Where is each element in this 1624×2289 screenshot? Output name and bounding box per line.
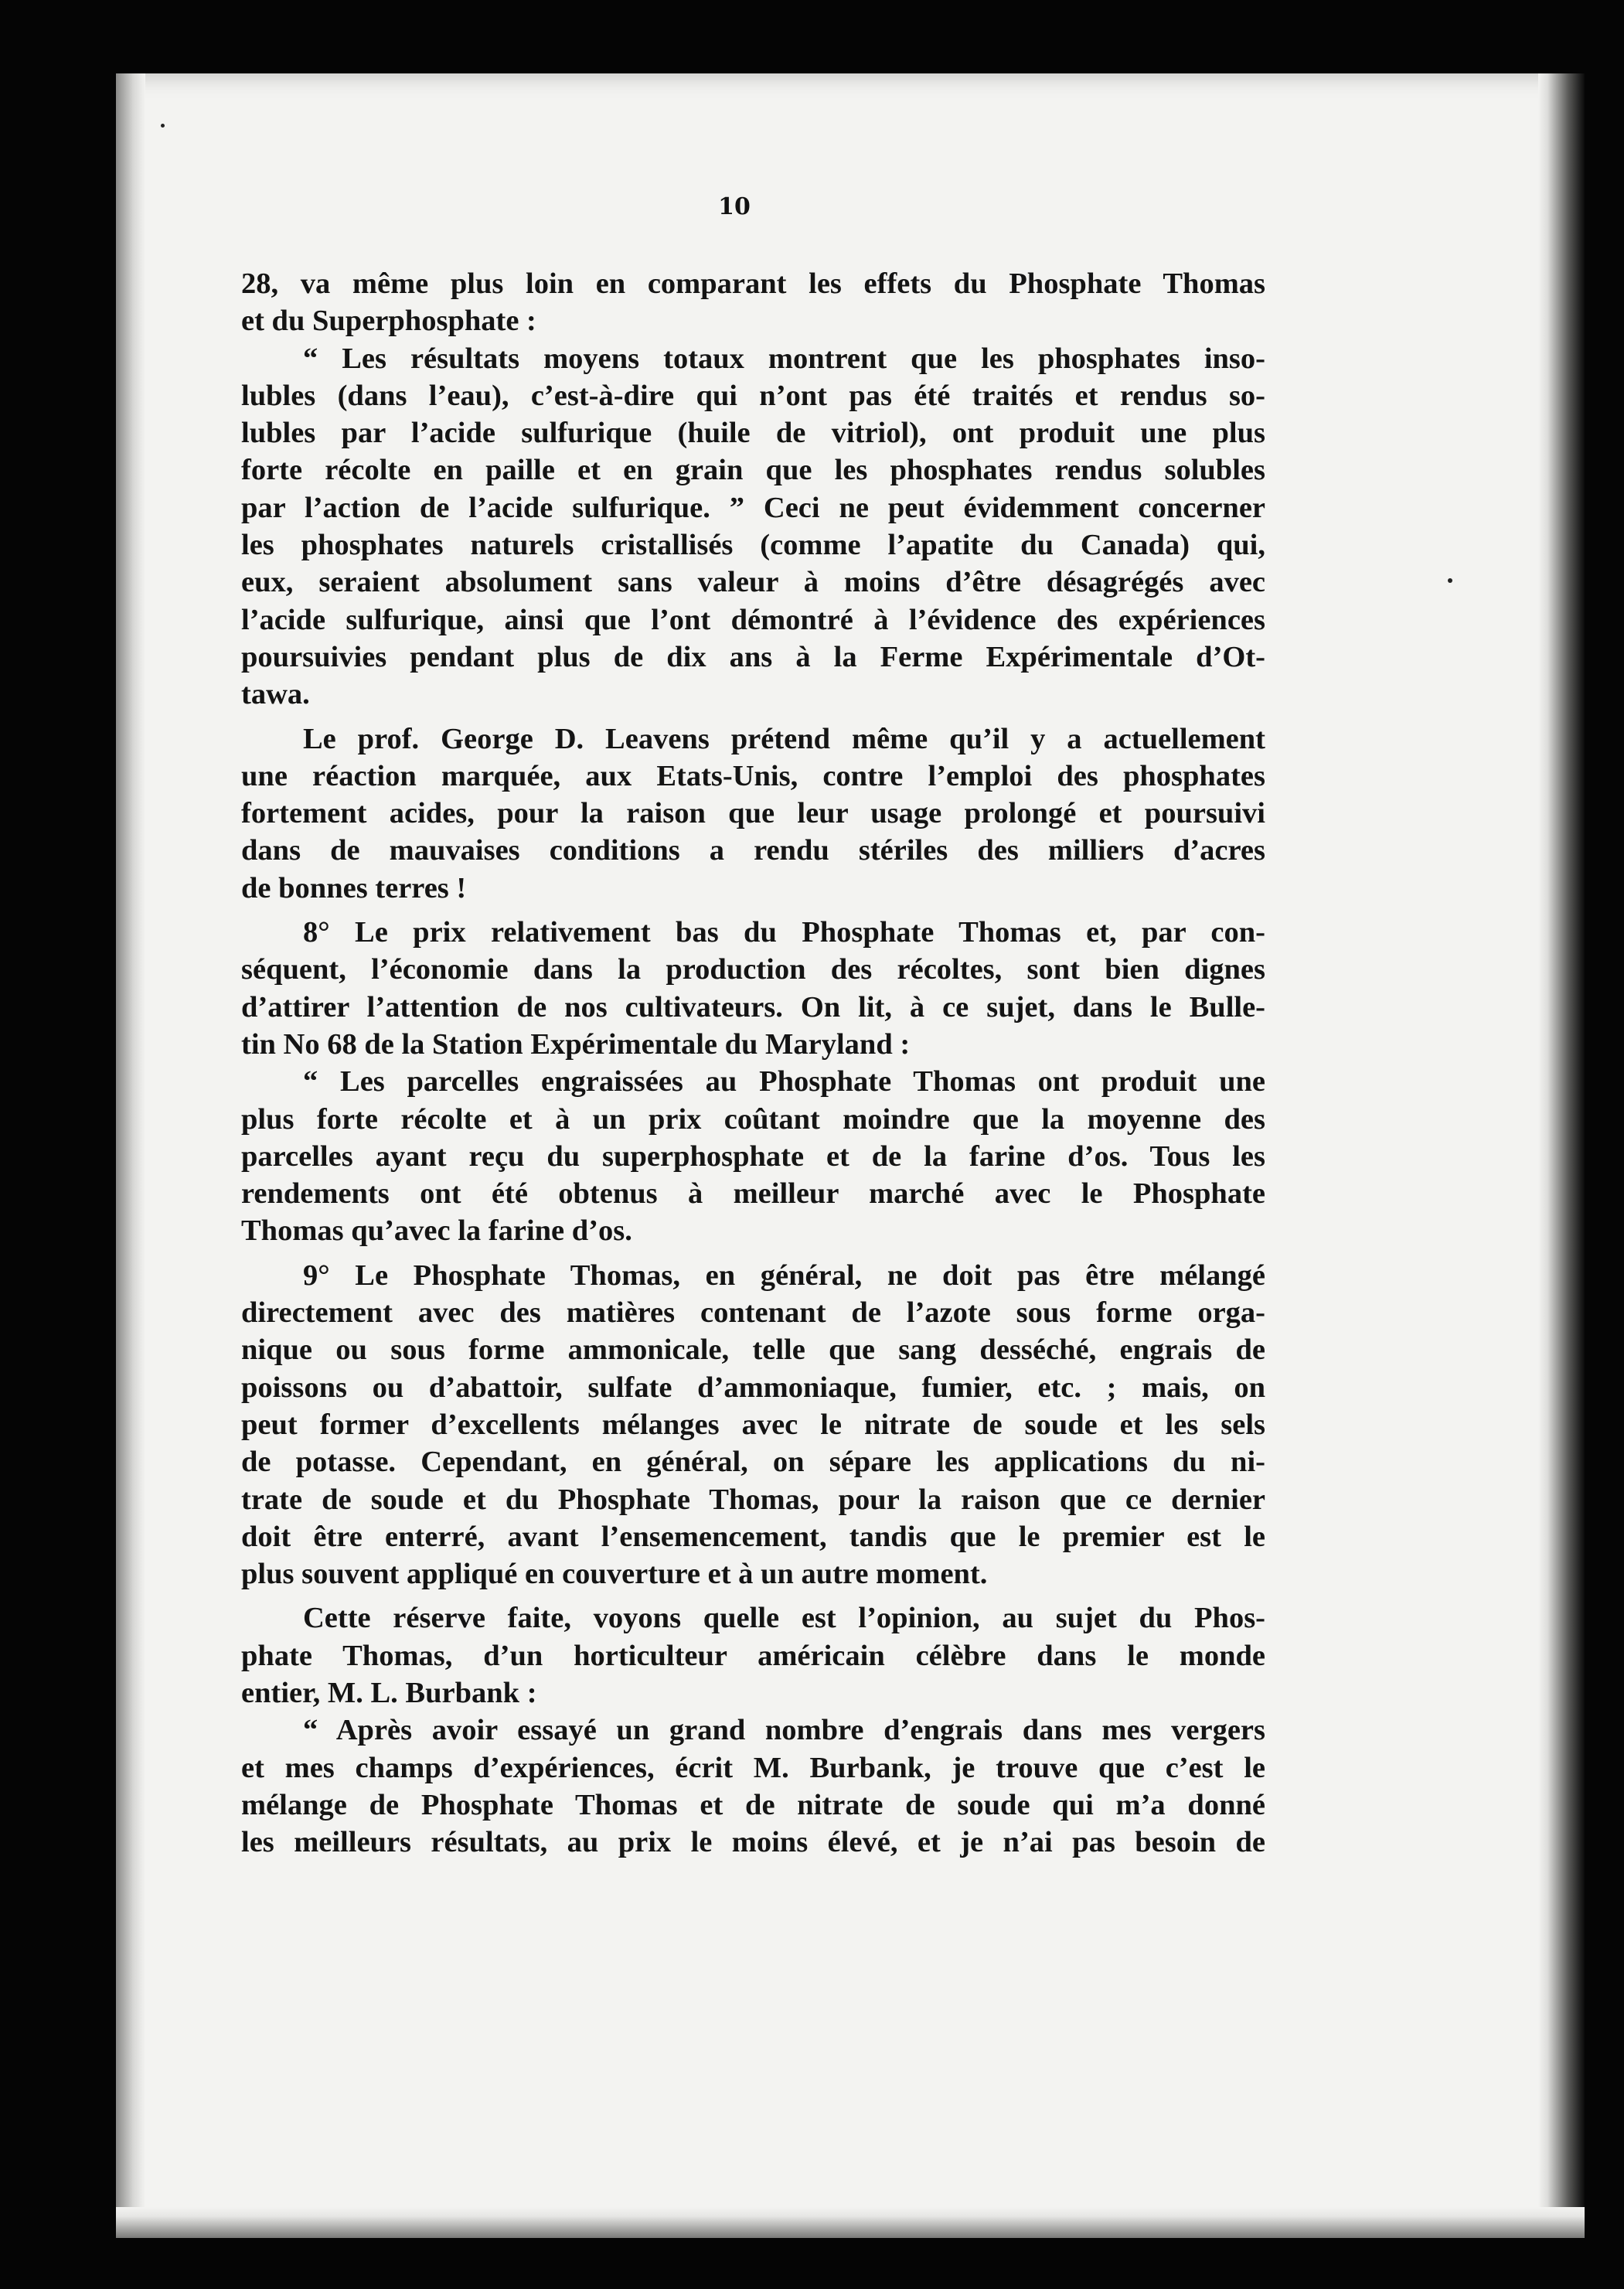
text-line: Thomas qu’avec la farine d’os. bbox=[241, 1214, 632, 1248]
text-line: et mes champs d’expériences, écrit M. Burbank, je trouve que c’est le bbox=[241, 1751, 1265, 1784]
paragraph-gap bbox=[241, 1250, 1265, 1257]
text-line: phate Thomas, d’un horticulteur américain célèbre dans le monde bbox=[241, 1639, 1265, 1672]
text-line: séquent, l’économie dans la production des récoltes, sont bien dignes bbox=[241, 953, 1265, 986]
text-line: lubles par l’acide sulfurique (huile de vitriol), ont produit une plus bbox=[241, 417, 1265, 450]
text-line: Cette réserve faite, voyons quelle est l’opinion, au sujet du Phos- bbox=[303, 1602, 1265, 1635]
text-line: Le prof. George D. Leavens prétend même qu’il y a actuellement bbox=[303, 722, 1265, 755]
text-line: l’acide sulfurique, ainsi que l’ont démontré à l’évidence des expériences bbox=[241, 603, 1265, 636]
text-line: de bonnes terres ! bbox=[241, 871, 467, 904]
text-line: les phosphates naturels cristallisés (comme l’apatite du Canada) qui, bbox=[241, 529, 1265, 562]
text-line: doit être enterré, avant l’ensemencement, tandis que le premier est le bbox=[241, 1520, 1265, 1553]
text-line: 28, va même plus loin en comparant les effets du Phosphate Thomas bbox=[241, 267, 1265, 300]
text-line: lubles (dans l’eau), c’est-à-dire qui n’ont pas été traités et rendus so- bbox=[241, 379, 1265, 412]
text-line: trate de soude et du Phosphate Thomas, pour la raison que ce dernier bbox=[241, 1483, 1265, 1516]
text-line: tawa. bbox=[241, 678, 310, 711]
text-line: rendements ont été obtenus à meilleur marché avec le Phosphate bbox=[241, 1177, 1265, 1211]
text-line: une réaction marquée, aux Etats-Unis, contre l’emploi des phosphates bbox=[241, 759, 1265, 792]
paragraph-gap bbox=[241, 714, 1265, 720]
text-line: plus forte récolte et à un prix coûtant moindre que la moyenne des bbox=[241, 1102, 1265, 1136]
text-line: poissons ou d’abattoir, sulfate d’ammoniaque, fumier, etc. ; mais, on bbox=[241, 1371, 1265, 1404]
text-line: forte récolte en paille et en grain que les phosphates rendus solubles bbox=[241, 454, 1265, 487]
text-line: fortement acides, pour la raison que leur usage prolongé et poursuivi bbox=[241, 797, 1265, 830]
text-line: parcelles ayant reçu du superphosphate et de la farine d’os. Tous les bbox=[241, 1139, 1265, 1173]
text-line: 9° Le Phosphate Thomas, en général, ne doit pas être mélangé bbox=[303, 1259, 1265, 1292]
text-line: peut former d’excellents mélanges avec le nitrate de soude et les sels bbox=[241, 1408, 1265, 1441]
text-line: mélange de Phosphate Thomas et de nitrate de soude qui m’a donné bbox=[241, 1788, 1265, 1821]
page-edge-right bbox=[1538, 73, 1585, 2238]
text-line: tin No 68 de la Station Expérimentale du Maryland : bbox=[241, 1027, 911, 1061]
text-line: et du Superphosphate : bbox=[241, 305, 536, 338]
text-line: “ Après avoir essayé un grand nombre d’engrais dans mes vergers bbox=[303, 1714, 1265, 1747]
text-line: nique ou sous forme ammonicale, telle que sang desséché, engrais de bbox=[241, 1334, 1265, 1367]
text-line: directement avec des matières contenant de l’azote sous forme orga- bbox=[241, 1296, 1265, 1330]
text-line: les meilleurs résultats, au prix le moins élevé, et je n’ai pas besoin de bbox=[241, 1826, 1265, 1859]
dust-speck bbox=[1448, 578, 1452, 583]
page-edge-left bbox=[116, 73, 145, 2238]
text-line: plus souvent appliqué en couverture et à un autre moment. bbox=[241, 1558, 988, 1591]
text-line: eux, seraient absolument sans valeur à moins d’être désagrégés avec bbox=[241, 566, 1265, 599]
paragraph-gap bbox=[241, 907, 1265, 914]
page-edge-bottom bbox=[116, 2207, 1585, 2238]
text-line: de potasse. Cependant, en général, on sépare les applications du ni- bbox=[241, 1446, 1265, 1479]
paragraph-gap bbox=[241, 1592, 1265, 1599]
text-line: “ Les résultats moyens totaux montrent que les phosphates inso- bbox=[303, 342, 1265, 375]
text-line: dans de mauvaises conditions a rendu stériles des milliers d’acres bbox=[241, 834, 1265, 867]
text-line: 8° Le prix relativement bas du Phosphate Thomas et, par con- bbox=[303, 916, 1265, 949]
text-line: d’attirer l’attention de nos cultivateurs. On lit, à ce sujet, dans le Bulle- bbox=[241, 990, 1265, 1024]
text-line: entier, M. L. Burbank : bbox=[241, 1676, 537, 1709]
body-text bbox=[241, 265, 1265, 1861]
page-number: 10 bbox=[718, 193, 751, 220]
text-line: “ Les parcelles engraissées au Phosphate Thomas ont produit une bbox=[303, 1065, 1265, 1099]
text-line: par l’action de l’acide sulfurique. ” Ceci ne peut évidemment concerner bbox=[241, 491, 1265, 524]
dust-speck bbox=[161, 124, 165, 128]
text-line: poursuivies pendant plus de dix ans à la Ferme Expérimentale d’Ot- bbox=[241, 640, 1265, 673]
